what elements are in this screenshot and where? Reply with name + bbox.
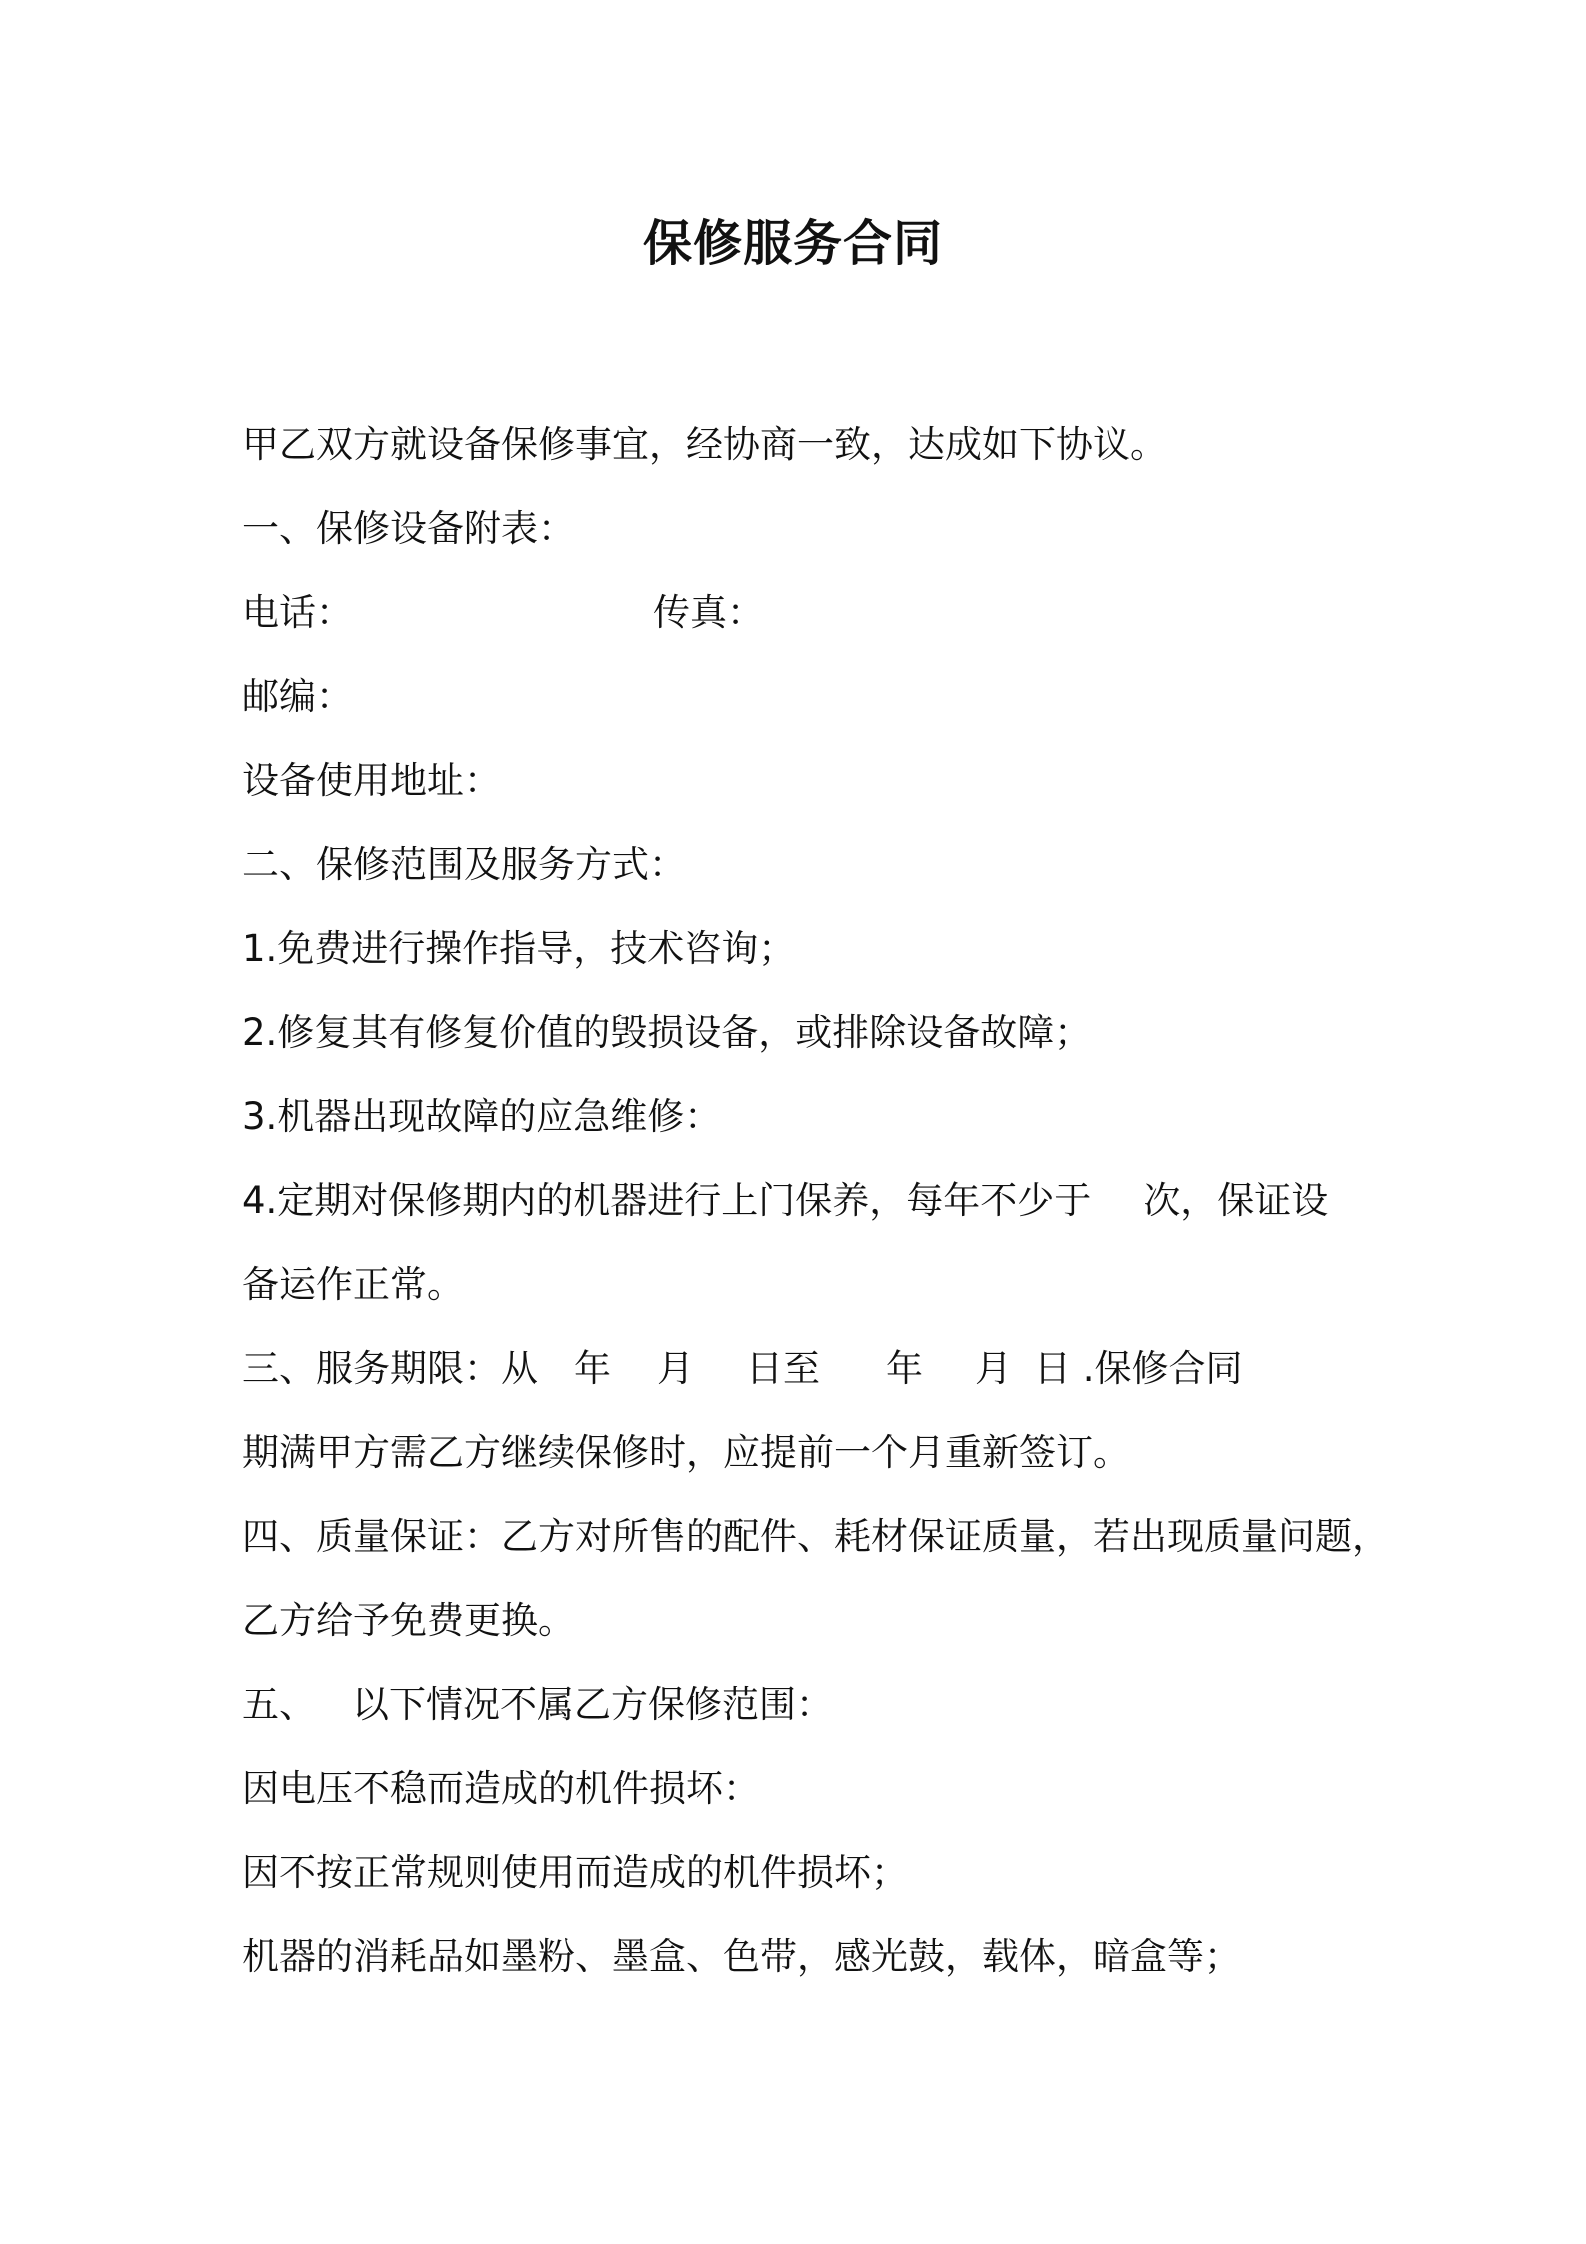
service-item-4-continued: 备运作正常。 <box>242 1263 464 1306</box>
service-term-label: 三、服务期限：从 <box>242 1347 538 1390</box>
section-1-heading: 一、保修设备附表： <box>242 507 575 550</box>
intro-paragraph: 甲乙双方就设备保修事宜，经协商一致，达成如下协议。 <box>242 423 1167 466</box>
service-item-3: 3.机器出现故障的应急维修： <box>242 1095 722 1138</box>
phone-label: 电话： <box>242 591 353 634</box>
fax-label: 传真： <box>653 591 764 634</box>
quality-guarantee-line-2: 乙方给予免费更换。 <box>242 1599 575 1642</box>
postcode-label: 邮编： <box>242 675 353 718</box>
service-item-4-part-2: 次，保证设 <box>1143 1179 1329 1222</box>
section-5-number: 五、 <box>242 1683 316 1726</box>
service-item-2: 2.修复其有修复价值的毁损设备，或排除设备故障； <box>242 1011 1092 1054</box>
start-month-label: 月 <box>657 1347 694 1390</box>
end-month-label: 月 <box>975 1347 1012 1390</box>
quality-guarantee-line-1: 四、质量保证：乙方对所售的配件、耗材保证质量，若出现质量问题， <box>242 1515 1389 1558</box>
end-year-label: 年 <box>886 1347 923 1390</box>
start-day-to-label: 日至 <box>746 1347 820 1390</box>
address-label: 设备使用地址： <box>242 759 501 802</box>
document-body <box>242 403 1389 1999</box>
section-2-heading: 二、保修范围及服务方式： <box>242 843 686 886</box>
exclusion-item-3: 机器的消耗品如墨粉、墨盒、色带，感光鼓，载体，暗盒等； <box>242 1935 1241 1978</box>
document-title: 保修服务合同 <box>642 215 943 272</box>
service-item-4-part-1: 4.定期对保修期内的机器进行上门保养，每年不少于 <box>242 1179 1092 1222</box>
service-term-continued: 期满甲方需乙方继续保修时，应提前一个月重新签订。 <box>242 1431 1130 1474</box>
contact-line <box>242 571 1352 655</box>
section-5-heading <box>242 1663 1352 1747</box>
end-day-label: 日 .保修合同 <box>1034 1347 1243 1390</box>
service-term-line <box>242 1327 1352 1411</box>
service-item-4 <box>242 1159 1352 1243</box>
start-year-label: 年 <box>574 1347 611 1390</box>
section-5-title: 以下情况不属乙方保修范围： <box>352 1683 833 1726</box>
exclusion-item-1: 因电压不稳而造成的机件损坏： <box>242 1767 760 1810</box>
service-item-1: 1.免费进行操作指导，技术咨询； <box>242 927 796 970</box>
exclusion-item-2: 因不按正常规则使用而造成的机件损坏； <box>242 1851 908 1894</box>
